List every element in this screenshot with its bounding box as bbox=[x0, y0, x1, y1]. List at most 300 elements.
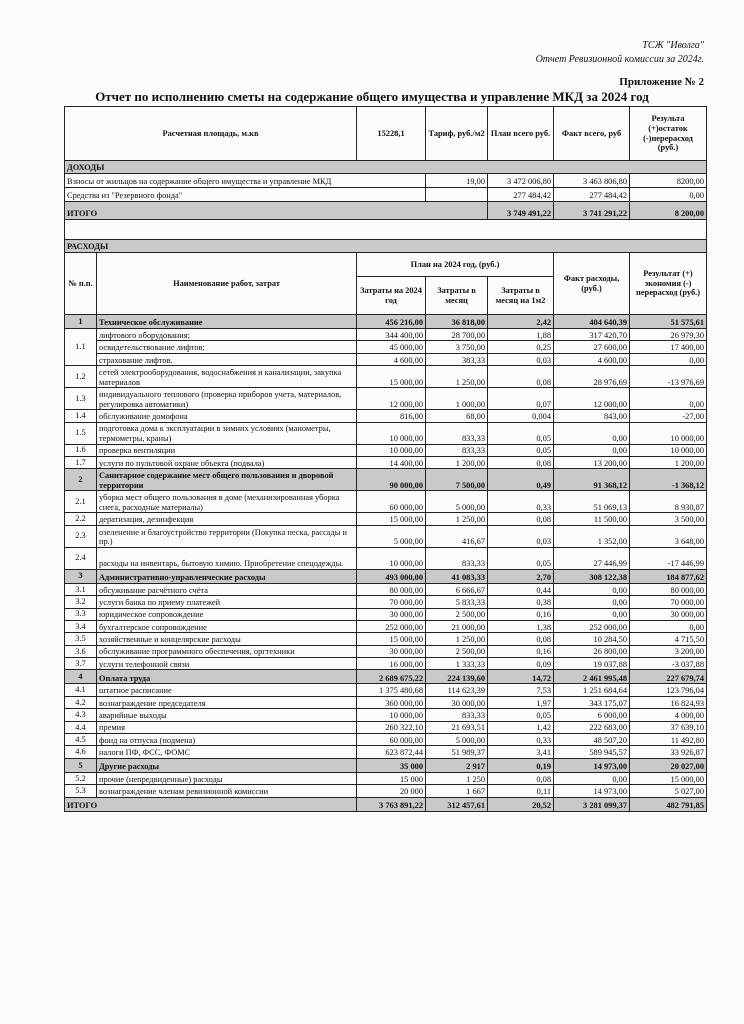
row-plan-year: 15 000,00 bbox=[357, 513, 426, 525]
income-result: 0,00 bbox=[630, 188, 707, 202]
row-fact: 317 420,70 bbox=[554, 329, 630, 341]
row-fact: 0,00 bbox=[554, 444, 630, 456]
row-result: -1 368,12 bbox=[630, 469, 707, 491]
expense-section-row bbox=[65, 569, 707, 583]
row-plan-year: 12 000,00 bbox=[357, 388, 426, 410]
row-name: дератизация, дезинфекция bbox=[97, 513, 357, 525]
row-plan-month: 224 139,60 bbox=[426, 670, 488, 684]
area-label: Расчетная площадь, м.кв bbox=[65, 107, 357, 161]
row-name: лифтового оборудования; bbox=[97, 329, 357, 341]
row-fact: 19 037,88 bbox=[554, 658, 630, 670]
income-tariff bbox=[426, 188, 488, 202]
row-name: вознаграждение членам ревизионной комиссии bbox=[97, 785, 357, 797]
row-number: 5.3 bbox=[65, 785, 97, 797]
expenses-total-year: 3 763 891,22 bbox=[357, 797, 426, 811]
row-plan-month: 833,33 bbox=[426, 444, 488, 456]
expense-row bbox=[65, 583, 707, 595]
expenses-section-row bbox=[65, 240, 707, 253]
row-plan-m2: 0,03 bbox=[488, 525, 554, 547]
row-name: Административно-управленческие расходы bbox=[97, 569, 357, 583]
row-number: 3.7 bbox=[65, 658, 97, 670]
row-name: страхование лифтов. bbox=[97, 353, 357, 365]
plan-header: План всего руб. bbox=[488, 107, 554, 161]
row-plan-month: 1 667 bbox=[426, 785, 488, 797]
row-fact: 0,00 bbox=[554, 583, 630, 595]
expense-row bbox=[65, 596, 707, 608]
report-name: Отчет Ревизионной комиссии за 2024г. bbox=[535, 54, 704, 65]
row-number: 2.3 bbox=[65, 525, 97, 547]
row-result: 15 000,00 bbox=[630, 772, 707, 784]
row-number: 3.6 bbox=[65, 645, 97, 657]
row-number: 2.2 bbox=[65, 513, 97, 525]
expense-row bbox=[65, 410, 707, 422]
row-fact: 252 000,00 bbox=[554, 620, 630, 632]
row-plan-month: 1 250,00 bbox=[426, 366, 488, 388]
row-plan-m2: 0,16 bbox=[488, 608, 554, 620]
row-plan-m2: 14,72 bbox=[488, 670, 554, 684]
row-plan-m2: 0,08 bbox=[488, 633, 554, 645]
row-name: фонд на отпуска (подмена) bbox=[97, 734, 357, 746]
row-plan-m2: 2,70 bbox=[488, 569, 554, 583]
budget-table bbox=[64, 106, 707, 812]
row-plan-m2: 0,25 bbox=[488, 341, 554, 353]
row-number: 1.2 bbox=[65, 366, 97, 388]
m2-header: Затраты в месяц на 1м2 bbox=[488, 277, 554, 315]
row-plan-month: 2 917 bbox=[426, 758, 488, 772]
expense-row bbox=[65, 608, 707, 620]
row-fact: 1 251 684,64 bbox=[554, 684, 630, 696]
expense-row bbox=[65, 456, 707, 468]
row-plan-m2: 0,11 bbox=[488, 785, 554, 797]
row-name: Другие расходы bbox=[97, 758, 357, 772]
row-number: 3.3 bbox=[65, 608, 97, 620]
row-plan-m2: 0,33 bbox=[488, 734, 554, 746]
row-result: 16 824,93 bbox=[630, 696, 707, 708]
income-fact: 277 484,42 bbox=[554, 188, 630, 202]
expenses-label: РАСХОДЫ bbox=[65, 240, 707, 253]
row-name: обсуживание расчётного счёта bbox=[97, 583, 357, 595]
row-result: 0,00 bbox=[630, 620, 707, 632]
row-fact: 12 000,00 bbox=[554, 388, 630, 410]
name-header: Наименование работ, затрат bbox=[97, 253, 357, 315]
row-result: -27,00 bbox=[630, 410, 707, 422]
row-number: 2.4 bbox=[65, 547, 97, 569]
row-result: 5 027,00 bbox=[630, 785, 707, 797]
fact-expense-header: Факт расходы, (руб.) bbox=[554, 253, 630, 315]
row-number: 5.2 bbox=[65, 772, 97, 784]
page-title: Отчет по исполнению сметы на содержание общего имущества и управление МКД за 2024 год bbox=[95, 89, 649, 104]
row-plan-m2: 0,08 bbox=[488, 456, 554, 468]
row-plan-month: 833,33 bbox=[426, 422, 488, 444]
row-number: 3 bbox=[65, 569, 97, 583]
row-result: 10 000,00 bbox=[630, 444, 707, 456]
row-result: 37 639,10 bbox=[630, 721, 707, 733]
row-plan-month: 833,33 bbox=[426, 709, 488, 721]
expense-row bbox=[65, 746, 707, 758]
row-fact: 28 976,69 bbox=[554, 366, 630, 388]
row-plan-year: 252 000,00 bbox=[357, 620, 426, 632]
row-plan-month: 2 500,00 bbox=[426, 645, 488, 657]
row-plan-month: 51 989,37 bbox=[426, 746, 488, 758]
expenses-total-m2: 20,52 bbox=[488, 797, 554, 811]
expense-row bbox=[65, 645, 707, 657]
row-plan-month: 1 333,33 bbox=[426, 658, 488, 670]
row-fact: 0,00 bbox=[554, 772, 630, 784]
row-plan-m2: 0,09 bbox=[488, 658, 554, 670]
row-plan-year: 344 400,00 bbox=[357, 329, 426, 341]
row-plan-m2: 1,42 bbox=[488, 721, 554, 733]
expense-row bbox=[65, 633, 707, 645]
number-header: № п.п. bbox=[65, 253, 97, 315]
expense-row bbox=[65, 620, 707, 632]
row-fact: 91 368,12 bbox=[554, 469, 630, 491]
appendix-number: Приложение № 2 bbox=[619, 76, 704, 88]
income-total-fact: 3 741 291,22 bbox=[554, 202, 630, 220]
row-plan-year: 5 000,00 bbox=[357, 525, 426, 547]
row-plan-month: 5 833,33 bbox=[426, 596, 488, 608]
row-plan-month: 41 083,33 bbox=[426, 569, 488, 583]
row-result: 3 648,00 bbox=[630, 525, 707, 547]
row-plan-m2: 0,004 bbox=[488, 410, 554, 422]
expenses-header-row bbox=[65, 253, 707, 277]
row-plan-m2: 0,05 bbox=[488, 422, 554, 444]
row-name: Техническое обслуживание bbox=[97, 315, 357, 329]
row-number: 4.6 bbox=[65, 746, 97, 758]
row-plan-year: 20 000 bbox=[357, 785, 426, 797]
row-plan-month: 416,67 bbox=[426, 525, 488, 547]
row-name: бухгалтерское сопровождение bbox=[97, 620, 357, 632]
row-fact: 0,00 bbox=[554, 596, 630, 608]
row-name: аварийные выходы bbox=[97, 709, 357, 721]
row-fact: 343 175,07 bbox=[554, 696, 630, 708]
row-result: 30 000,00 bbox=[630, 608, 707, 620]
expense-row bbox=[65, 721, 707, 733]
expenses-total-month: 312 457,61 bbox=[426, 797, 488, 811]
expense-row bbox=[65, 785, 707, 797]
expense-row bbox=[65, 525, 707, 547]
expense-row bbox=[65, 734, 707, 746]
row-plan-year: 456 216,00 bbox=[357, 315, 426, 329]
income-plan: 3 472 006,80 bbox=[488, 174, 554, 188]
row-fact: 589 945,57 bbox=[554, 746, 630, 758]
row-fact: 14 973,00 bbox=[554, 785, 630, 797]
row-result: 0,00 bbox=[630, 353, 707, 365]
row-fact: 27 600,00 bbox=[554, 341, 630, 353]
row-fact: 2 461 995,48 bbox=[554, 670, 630, 684]
row-plan-year: 10 000,00 bbox=[357, 444, 426, 456]
row-number: 3.5 bbox=[65, 633, 97, 645]
row-name: уборка мест общего пользования в доме (механизированная уборка снега, расходные материалы) bbox=[97, 491, 357, 513]
row-name: услуги банка по приему платежей bbox=[97, 596, 357, 608]
row-result: 20 027,00 bbox=[630, 758, 707, 772]
income-total-plan: 3 749 491,22 bbox=[488, 202, 554, 220]
row-plan-m2: 0,33 bbox=[488, 491, 554, 513]
row-plan-year: 15 000,00 bbox=[357, 633, 426, 645]
row-plan-month: 833,33 bbox=[426, 547, 488, 569]
result-expense-header: Результат (+) экономия (-) перерасход (руб.) bbox=[630, 253, 707, 315]
row-plan-month: 2 500,00 bbox=[426, 608, 488, 620]
income-section-row bbox=[65, 161, 707, 174]
row-plan-year: 1 375 480,68 bbox=[357, 684, 426, 696]
plan-group-header: План на 2024 год, (руб.) bbox=[357, 253, 554, 277]
expense-row bbox=[65, 684, 707, 696]
row-result: 80 000,00 bbox=[630, 583, 707, 595]
row-number: 1.4 bbox=[65, 410, 97, 422]
expense-row bbox=[65, 353, 707, 365]
expense-row bbox=[65, 547, 707, 569]
row-plan-m2: 0,05 bbox=[488, 709, 554, 721]
row-number: 4.5 bbox=[65, 734, 97, 746]
row-plan-m2: 0,05 bbox=[488, 444, 554, 456]
row-name: юридическое сопровождение bbox=[97, 608, 357, 620]
row-number: 4.1 bbox=[65, 684, 97, 696]
income-total-result: 8 200,00 bbox=[630, 202, 707, 220]
row-plan-m2: 0,08 bbox=[488, 366, 554, 388]
row-fact: 13 200,00 bbox=[554, 456, 630, 468]
row-name: проверка вентиляции bbox=[97, 444, 357, 456]
row-result: -17 446,99 bbox=[630, 547, 707, 569]
income-total-row bbox=[65, 202, 707, 220]
row-result: 17 400,00 bbox=[630, 341, 707, 353]
row-number: 2.1 bbox=[65, 491, 97, 513]
row-fact: 27 446,99 bbox=[554, 547, 630, 569]
row-result: 3 200,00 bbox=[630, 645, 707, 657]
row-plan-m2: 0,05 bbox=[488, 547, 554, 569]
row-number: 1.3 bbox=[65, 388, 97, 410]
row-result: -13 976,69 bbox=[630, 366, 707, 388]
row-plan-month: 5 000,00 bbox=[426, 491, 488, 513]
row-plan-month: 21 000,00 bbox=[426, 620, 488, 632]
row-plan-m2: 1,97 bbox=[488, 696, 554, 708]
row-number: 1 bbox=[65, 315, 97, 329]
income-fact: 3 463 806,80 bbox=[554, 174, 630, 188]
row-plan-year: 16 000,00 bbox=[357, 658, 426, 670]
row-result: 3 500,00 bbox=[630, 513, 707, 525]
income-tariff: 19,00 bbox=[426, 174, 488, 188]
row-plan-m2: 7,53 bbox=[488, 684, 554, 696]
row-fact: 26 800,00 bbox=[554, 645, 630, 657]
expense-row bbox=[65, 513, 707, 525]
row-fact: 10 284,50 bbox=[554, 633, 630, 645]
row-plan-m2: 0,03 bbox=[488, 353, 554, 365]
row-plan-m2: 0,08 bbox=[488, 772, 554, 784]
row-name: услуги по пультовой охране объекта (подвала) bbox=[97, 456, 357, 468]
row-name: Оплата труда bbox=[97, 670, 357, 684]
row-fact: 14 973,00 bbox=[554, 758, 630, 772]
row-result: 184 877,62 bbox=[630, 569, 707, 583]
row-name: штатное расписание bbox=[97, 684, 357, 696]
year-header: Затраты на 2024 год bbox=[357, 277, 426, 315]
expense-row bbox=[65, 658, 707, 670]
area-value: 15228,1 bbox=[357, 107, 426, 161]
row-result: 0,00 bbox=[630, 388, 707, 410]
row-result: 26 979,30 bbox=[630, 329, 707, 341]
row-plan-year: 4 600,00 bbox=[357, 353, 426, 365]
row-result: 70 000,00 bbox=[630, 596, 707, 608]
row-result: 1 200,00 bbox=[630, 456, 707, 468]
row-plan-month: 3 750,00 bbox=[426, 341, 488, 353]
row-plan-year: 15 000 bbox=[357, 772, 426, 784]
expense-row bbox=[65, 772, 707, 784]
row-name: расходы на инвентарь, бытовую химию. Приобретение спецодежды. bbox=[97, 547, 357, 569]
expense-row bbox=[65, 366, 707, 388]
row-fact: 48 507,20 bbox=[554, 734, 630, 746]
row-plan-m2: 0,07 bbox=[488, 388, 554, 410]
row-plan-month: 5 000,00 bbox=[426, 734, 488, 746]
row-plan-m2: 0,16 bbox=[488, 645, 554, 657]
row-result: 227 679,74 bbox=[630, 670, 707, 684]
row-plan-month: 1 250,00 bbox=[426, 633, 488, 645]
row-fact: 0,00 bbox=[554, 422, 630, 444]
row-fact: 0,00 bbox=[554, 608, 630, 620]
row-result: 4 715,50 bbox=[630, 633, 707, 645]
row-name: налоги ПФ, ФСС, ФОМС bbox=[97, 746, 357, 758]
row-number: 1.1 bbox=[65, 329, 97, 366]
expense-section-row bbox=[65, 758, 707, 772]
row-plan-month: 1 200,00 bbox=[426, 456, 488, 468]
spacer-cell bbox=[65, 220, 707, 240]
row-plan-year: 70 000,00 bbox=[357, 596, 426, 608]
row-plan-year: 90 000,00 bbox=[357, 469, 426, 491]
row-result: 8 930,87 bbox=[630, 491, 707, 513]
income-total-label: ИТОГО bbox=[65, 202, 488, 220]
expense-section-row bbox=[65, 469, 707, 491]
row-number: 2 bbox=[65, 469, 97, 491]
row-name: озеленение и благоустройство территории (Покупка песка, рассады и пр.) bbox=[97, 525, 357, 547]
spacer-row bbox=[65, 220, 707, 240]
row-plan-m2: 1,88 bbox=[488, 329, 554, 341]
row-number: 1.5 bbox=[65, 422, 97, 444]
summary-header-row bbox=[65, 107, 707, 161]
expenses-total-row bbox=[65, 797, 707, 811]
row-plan-m2: 0,44 bbox=[488, 583, 554, 595]
expense-section-row bbox=[65, 315, 707, 329]
income-name: Средства из "Резервного фонда" bbox=[65, 188, 426, 202]
row-plan-year: 623 872,44 bbox=[357, 746, 426, 758]
income-plan: 277 484,42 bbox=[488, 188, 554, 202]
row-name: прочие (непредвиденные) расходы bbox=[97, 772, 357, 784]
row-name: сетей электрооборудования, водоснабжения и канализации, закупка материалов bbox=[97, 366, 357, 388]
row-plan-month: 28 700,00 bbox=[426, 329, 488, 341]
row-plan-month: 6 666,67 bbox=[426, 583, 488, 595]
row-number: 5 bbox=[65, 758, 97, 772]
row-plan-m2: 0,49 bbox=[488, 469, 554, 491]
row-plan-month: 21 693,51 bbox=[426, 721, 488, 733]
row-fact: 843,00 bbox=[554, 410, 630, 422]
row-plan-year: 15 000,00 bbox=[357, 366, 426, 388]
income-label: ДОХОДЫ bbox=[65, 161, 707, 174]
expenses-total-fact: 3 281 099,37 bbox=[554, 797, 630, 811]
row-fact: 308 122,38 bbox=[554, 569, 630, 583]
income-name: Взносы от жильцов на содержание общего имущества и управление МКД bbox=[65, 174, 426, 188]
row-plan-m2: 0,19 bbox=[488, 758, 554, 772]
month-header: Затраты в месяц bbox=[426, 277, 488, 315]
row-fact: 1 352,00 bbox=[554, 525, 630, 547]
row-name: подготовка дома к эксплуатации в зимних условиях (манометры, термометры, краны) bbox=[97, 422, 357, 444]
row-name: премия bbox=[97, 721, 357, 733]
result-header: Результа (+)остаток (-)перерасход (руб.) bbox=[630, 107, 707, 161]
row-plan-m2: 2,42 bbox=[488, 315, 554, 329]
expense-row bbox=[65, 491, 707, 513]
row-number: 4.3 bbox=[65, 709, 97, 721]
row-result: -3 037,88 bbox=[630, 658, 707, 670]
row-plan-m2: 3,41 bbox=[488, 746, 554, 758]
row-result: 4 000,00 bbox=[630, 709, 707, 721]
expense-row bbox=[65, 444, 707, 456]
row-plan-month: 7 500,00 bbox=[426, 469, 488, 491]
row-plan-month: 30 000,00 bbox=[426, 696, 488, 708]
row-number: 3.4 bbox=[65, 620, 97, 632]
row-number: 1.7 bbox=[65, 456, 97, 468]
row-plan-month: 1 000,00 bbox=[426, 388, 488, 410]
row-plan-year: 45 000,00 bbox=[357, 341, 426, 353]
row-result: 51 575,61 bbox=[630, 315, 707, 329]
row-result: 10 000,00 bbox=[630, 422, 707, 444]
row-plan-year: 30 000,00 bbox=[357, 645, 426, 657]
row-number: 3.1 bbox=[65, 583, 97, 595]
organization-name: ТСЖ "Иволга" bbox=[642, 40, 704, 51]
row-plan-year: 816,00 bbox=[357, 410, 426, 422]
expense-row bbox=[65, 696, 707, 708]
income-row bbox=[65, 188, 707, 202]
row-plan-m2: 0,08 bbox=[488, 513, 554, 525]
row-plan-year: 35 000 bbox=[357, 758, 426, 772]
row-name: хозяйственные и концелярские расходы bbox=[97, 633, 357, 645]
row-fact: 51 069,13 bbox=[554, 491, 630, 513]
row-name: освидетельствование лифтов; bbox=[97, 341, 357, 353]
row-number: 4 bbox=[65, 670, 97, 684]
row-result: 33 926,87 bbox=[630, 746, 707, 758]
row-name: вознаграждение председателя bbox=[97, 696, 357, 708]
row-number: 4.4 bbox=[65, 721, 97, 733]
tariff-header: Тариф, руб./м2 bbox=[426, 107, 488, 161]
row-name: Санитарное содержание мест общего пользования и дворовой территории bbox=[97, 469, 357, 491]
row-fact: 222 683,00 bbox=[554, 721, 630, 733]
row-name: обслуживание программного обеспечения, оргтехники bbox=[97, 645, 357, 657]
row-number: 4.2 bbox=[65, 696, 97, 708]
row-name: обслуживание домофона bbox=[97, 410, 357, 422]
row-plan-year: 10 000,00 bbox=[357, 547, 426, 569]
row-fact: 6 000,00 bbox=[554, 709, 630, 721]
row-plan-m2: 0,38 bbox=[488, 596, 554, 608]
row-plan-year: 10 000,00 bbox=[357, 709, 426, 721]
expense-row bbox=[65, 709, 707, 721]
expenses-total-result: 482 791,85 bbox=[630, 797, 707, 811]
income-result: 8200,00 bbox=[630, 174, 707, 188]
expenses-total-label: ИТОГО bbox=[65, 797, 357, 811]
row-plan-month: 68,00 bbox=[426, 410, 488, 422]
row-plan-m2: 1,38 bbox=[488, 620, 554, 632]
row-number: 1.6 bbox=[65, 444, 97, 456]
expense-row bbox=[65, 422, 707, 444]
row-plan-year: 10 000,00 bbox=[357, 422, 426, 444]
row-name: индивидуального теплового (проверка приборов учета, материалов, регулировка автоматики) bbox=[97, 388, 357, 410]
row-plan-year: 360 000,00 bbox=[357, 696, 426, 708]
row-plan-year: 260 322,10 bbox=[357, 721, 426, 733]
row-plan-year: 493 000,00 bbox=[357, 569, 426, 583]
expense-row bbox=[65, 388, 707, 410]
row-plan-month: 1 250 bbox=[426, 772, 488, 784]
row-plan-year: 2 689 675,22 bbox=[357, 670, 426, 684]
row-plan-month: 36 818,00 bbox=[426, 315, 488, 329]
expense-row bbox=[65, 341, 707, 353]
row-fact: 4 600,00 bbox=[554, 353, 630, 365]
expense-section-row bbox=[65, 670, 707, 684]
row-plan-year: 14 400,00 bbox=[357, 456, 426, 468]
row-name: услуги телефонной связи bbox=[97, 658, 357, 670]
row-fact: 11 500,00 bbox=[554, 513, 630, 525]
row-number: 3.2 bbox=[65, 596, 97, 608]
